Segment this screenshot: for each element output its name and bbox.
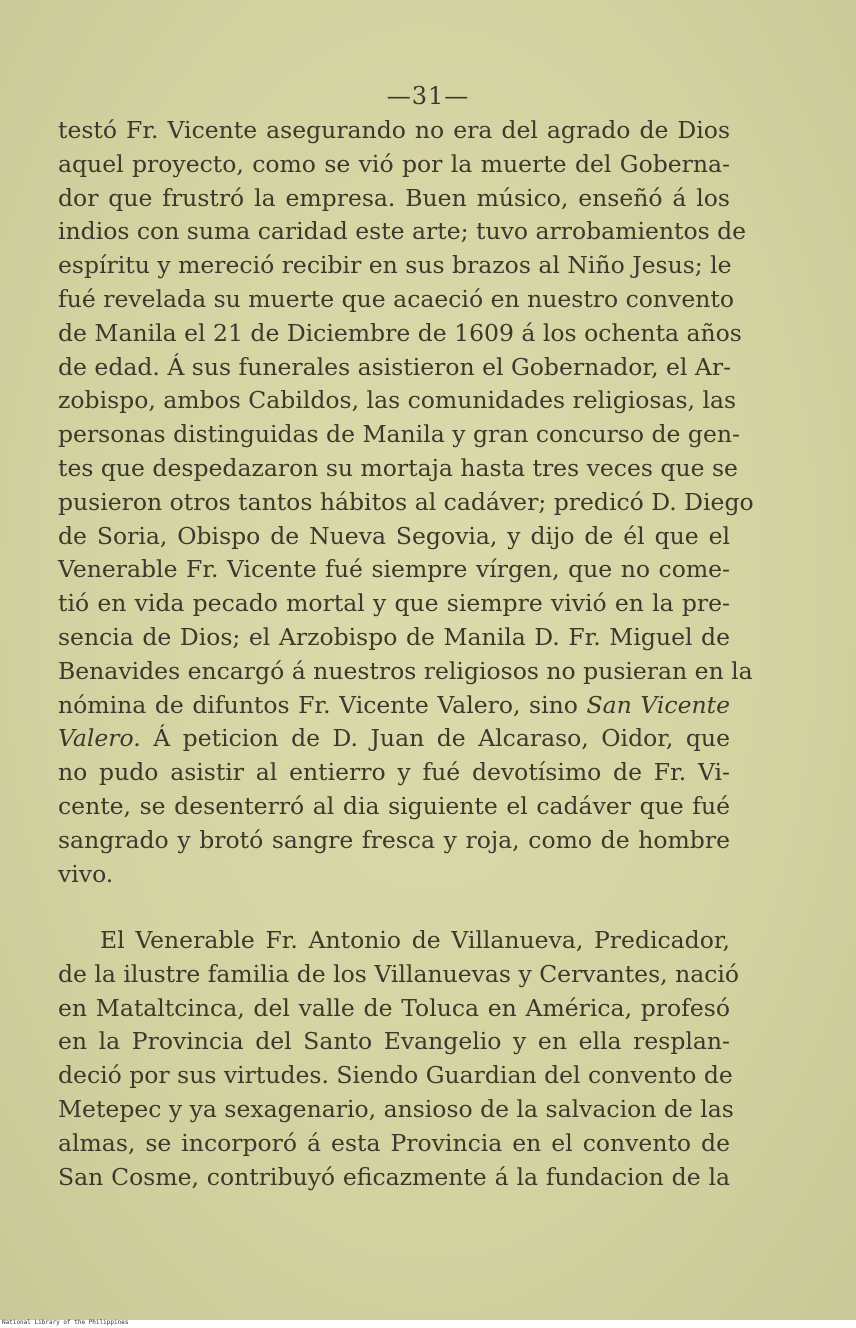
text-line: de Soria, Obispo de Nueva Segovia, y dijo de él que el [58,521,730,550]
text-line: deció por sus virtudes. Siendo Guardian del convento de [58,1061,733,1090]
italic-name: Valero. [58,724,141,753]
text-line: aquel proyecto, como se vió por la muerte del Goberna- [58,149,730,178]
text-line: tió en vida pecado mortal y que siempre vivió en la pre- [58,589,730,618]
text-segment: nómina de difuntos Fr. Vicente Valero, sino [58,690,578,719]
text-line: de Manila el 21 de Diciembre de 1609 á los ochenta años [58,318,742,347]
text-line-with-italic [58,689,730,723]
text-line: sencia de Dios; el Arzobispo de Manila D. Fr. Miguel de [58,622,730,651]
library-credit: National Library of the Philippines [2,1319,129,1326]
text-line: cente, se desenterró al dia siguiente el cadáver que fué [58,791,730,820]
italic-name: San Vicente [586,690,730,719]
paragraph-1 [58,114,754,891]
text-line: fué revelada su muerte que acaeció en nuestro convento [58,284,734,313]
text-line: de edad. Á sus funerales asistieron el Gobernador, el Ar- [58,352,732,381]
text-line: vivo. [58,859,114,888]
text-line: Benavides encargó á nuestros religiosos no pusieran en la [58,656,753,685]
text-line: espíritu y mereció recibir en sus brazos al Niño Jesus; le [58,251,732,280]
text-line: en Mataltcinca, del valle de Toluca en América, profesó [58,993,730,1022]
footer-bar [0,1320,856,1328]
text-line: zobispo, ambos Cabildos, las comunidades religiosas, las [58,386,737,415]
text-line: sangrado y brotó sangre fresca y roja, como de hombre [58,825,730,854]
text-line: Metepec y ya sexagenario, ansioso de la salvacion de las [58,1094,734,1123]
text-line: tes que despedazaron su mortaja hasta tres veces que se [58,453,738,482]
text-line: pusieron otros tantos hábitos al cadáver; predicó D. Diego [58,487,754,516]
text-line: testó Fr. Vicente asegurando no era del agrado de Dios [58,116,730,144]
text-line: no pudo asistir al entierro y fué devotísimo de Fr. Vi- [58,758,730,787]
text-line: San Cosme, contribuyó eficazmente á la fundacion de la [58,1162,730,1191]
text-line: El Venerable Fr. Antonio de Villanueva, Predicador, [100,926,730,954]
paragraph-2 [58,924,740,1194]
text-line-with-italic [58,722,730,756]
text-line: personas distinguidas de Manila y gran concurso de gen- [58,420,740,449]
text-segment: Á peticion de D. Juan de Alcaraso, Oidor, que [153,724,730,753]
page-number: —31— [386,82,470,110]
text-line: indios con suma caridad este arte; tuvo arrobamientos de [58,217,747,246]
text-line: en la Provincia del Santo Evangelio y en ella resplan- [58,1027,730,1056]
text-line: almas, se incorporó á esta Provincia en el convento de [58,1128,730,1157]
text-line: Venerable Fr. Vicente fué siempre vírgen, que no come- [58,555,730,584]
text-line: de la ilustre familia de los Villanuevas y Cervantes, nació [58,959,740,988]
text-line: dor que frustró la empresa. Buen músico, enseñó á los [58,183,730,212]
